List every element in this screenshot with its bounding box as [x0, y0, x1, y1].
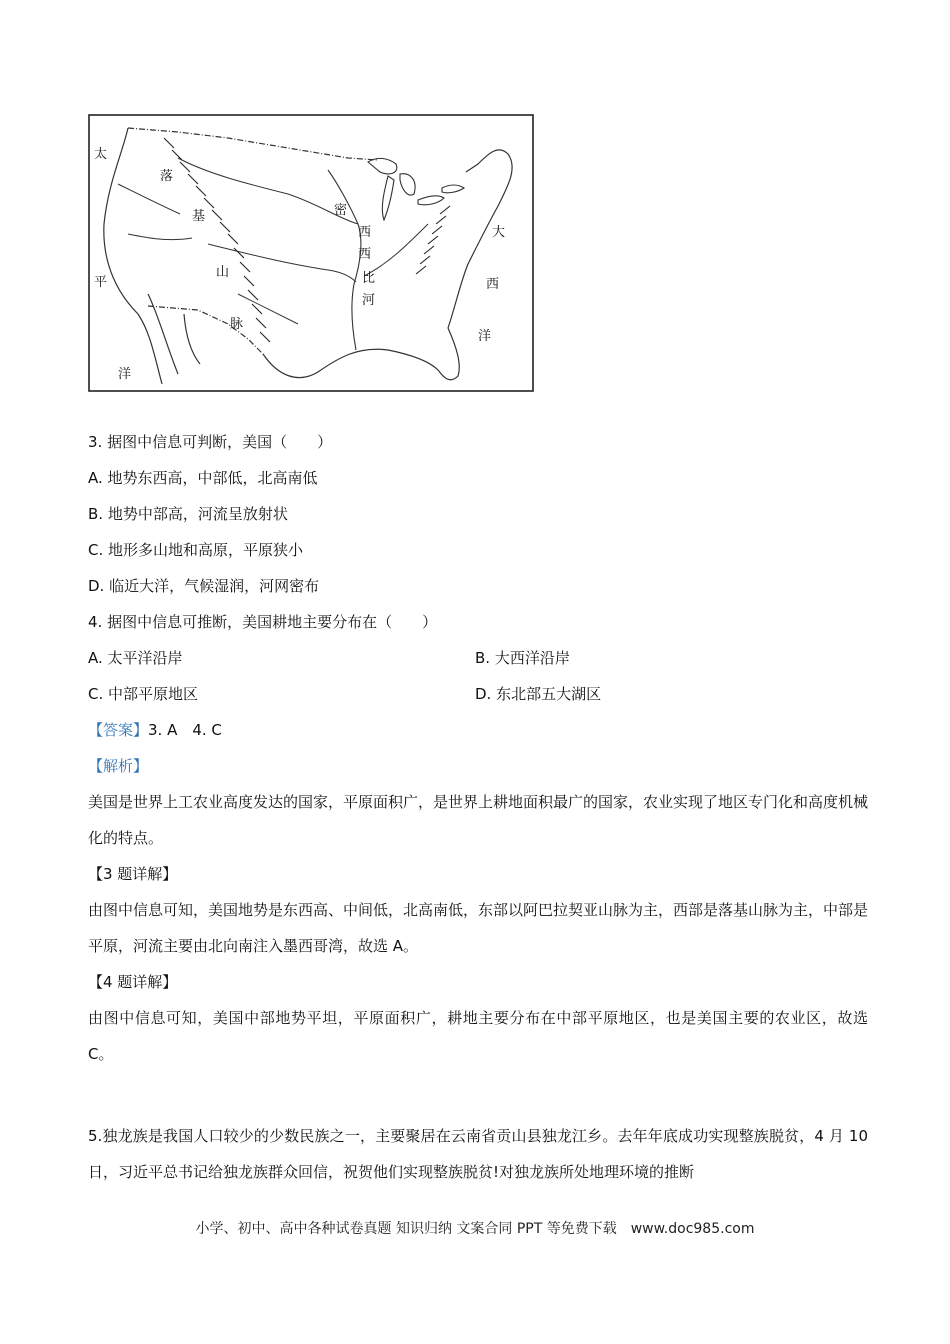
analysis-text: 美国是世界上工农业高度发达的国家，平原面积广，是世界上耕地面积最广的国家，农业实现了地区专门化和高度机械化的特点。: [88, 793, 869, 847]
map-label-miss-1: 密: [334, 203, 348, 218]
map-label-miss-3: 西: [358, 247, 372, 262]
map-label-atlantic-2: 西: [486, 277, 500, 292]
map-label-rocky-3: 山: [216, 265, 230, 280]
map-label-miss-4: 比: [362, 271, 376, 286]
map-label-rocky-2: 基: [192, 209, 206, 224]
q3-option-a: A. 地势东西高，中部低，北高南低: [88, 469, 318, 487]
detail3-text: 由图中信息可知，美国地势是东西高、中间低，北高南低，东部以阿巴拉契亚山脉为主，西部是落基山脉为主，中部是平原，河流主要由北向南注入墨西哥湾，故选 A。: [88, 901, 869, 955]
map-label-miss-2: 西: [358, 225, 372, 240]
q4-option-d: D. 东北部五大湖区: [475, 685, 602, 703]
q4-option-c: C. 中部平原地区: [88, 685, 199, 703]
map-label-rocky-4: 脉: [230, 317, 244, 332]
q3-option-b: B. 地势中部高，河流呈放射状: [88, 505, 288, 523]
q3-option-c: C. 地形多山地和高原，平原狭小: [88, 541, 304, 559]
map-label-atlantic-3: 洋: [478, 329, 492, 344]
q5-text: 5.独龙族是我国人口较少的少数民族之一，主要聚居在云南省贡山县独龙江乡。去年年底成功实现整族脱贫，4 月 10 日，习近平总书记给独龙族群众回信，祝贺他们实现整族脱贫!对独龙族所处地理环境的推断: [88, 1127, 868, 1181]
answer-tag: 【答案】: [88, 721, 149, 739]
page-footer: 小学、初中、高中各种试卷真题 知识归纳 文案合同 PPT 等免费下载 www.doc985.com: [195, 1221, 755, 1237]
q4-option-b: B. 大西洋沿岸: [475, 649, 570, 667]
map-label-miss-5: 河: [362, 293, 376, 308]
q3-option-d: D. 临近大洋，气候湿润，河网密布: [88, 577, 320, 595]
map-label-pacific-2: 平: [94, 275, 108, 290]
answer-text: 3. A 4. C: [148, 721, 222, 739]
q3-stem: 3. 据图中信息可判断，美国（ ）: [88, 433, 333, 451]
detail4-tag: 【4 题详解】: [88, 973, 178, 991]
map-label-atlantic-1: 大: [492, 225, 506, 240]
detail4-text: 由图中信息可知，美国中部地势平坦，平原面积广，耕地主要分布在中部平原地区，也是美国主要的农业区，故选 C。: [88, 1009, 868, 1063]
analysis-tag: 【解析】: [88, 757, 149, 775]
detail3-tag: 【3 题详解】: [88, 865, 178, 883]
q4-option-a: A. 太平洋沿岸: [88, 649, 183, 667]
map-label-pacific-1: 太: [94, 147, 108, 162]
usa-terrain-map: [88, 114, 534, 392]
map-label-rocky-1: 落: [160, 169, 174, 184]
answer-line: [88, 720, 222, 740]
map-label-pacific-3: 洋: [118, 367, 132, 382]
q4-stem: 4. 据图中信息可推断，美国耕地主要分布在（ ）: [88, 613, 438, 631]
